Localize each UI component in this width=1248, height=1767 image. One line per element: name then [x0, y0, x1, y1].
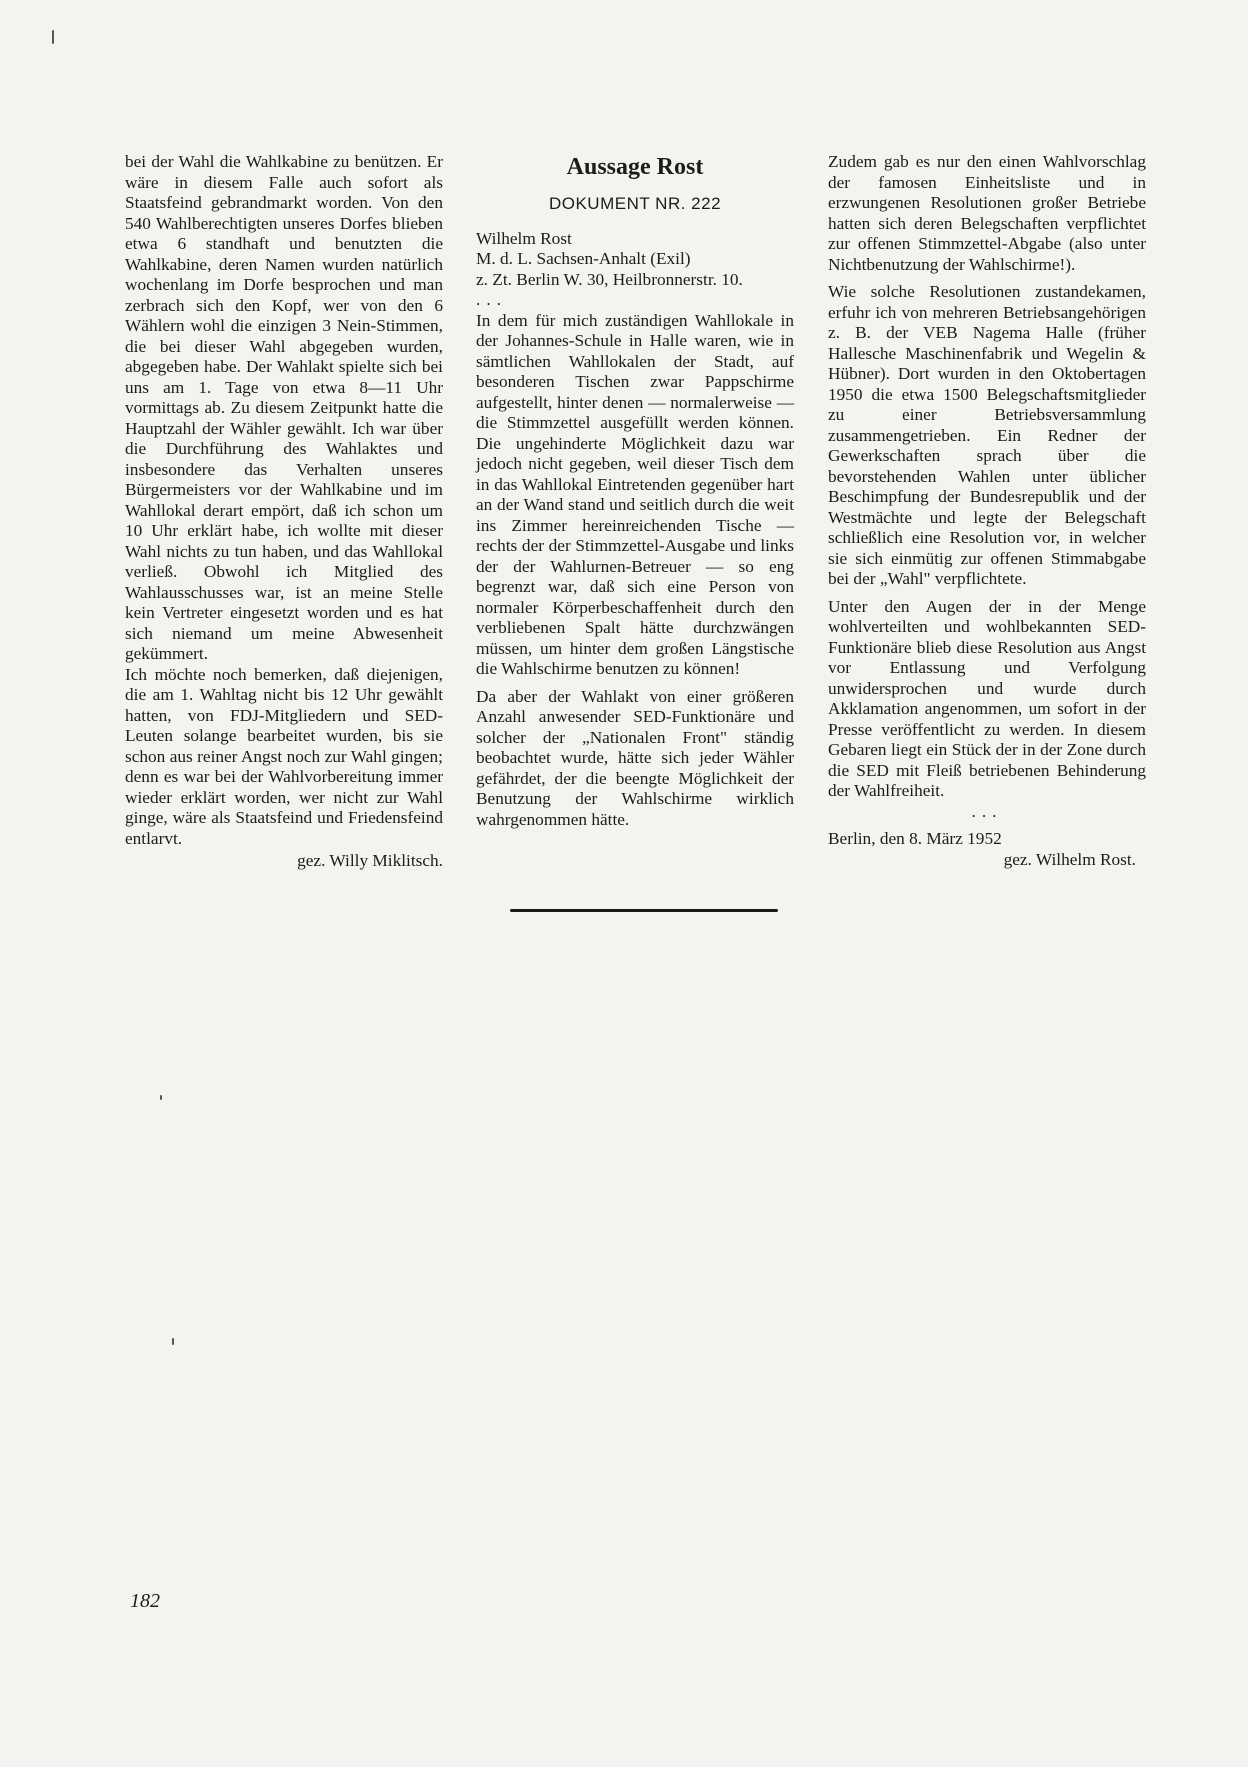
paragraph: Zudem gab es nur den einen Wahlvorschlag der famosen Einheitsliste und in erzwungenen Resolutionen großer Betriebe hatten sich deren Belegschaften verpflichtet zur offenen Stimmzettel-Abgabe (also unter Nichtbenutzung der Wahlschirme!).	[828, 152, 1146, 274]
paragraph: Da aber der Wahlakt von einer größeren Anzahl anwesender SED-Funktionäre und solcher der „Nationalen Front" ständig beobachtet wurde, hätte sich jeder Wähler gefährdet, der die beengte Möglichkeit der Benutzung der Wahlschirme wirklich wahrgenommen hätte.	[476, 686, 794, 829]
column-left	[125, 152, 443, 872]
document-title: Aussage Rost	[566, 154, 704, 180]
paragraph: Wie solche Resolutionen zustandekamen, erfuhr ich von mehreren Betriebsangehörigen z. B. der VEB Nagema Halle (früher Hallesche Maschinenfabrik und Wegelin & Hübner). Dort wurden in den Oktobertagen 1950 die etwa 1500 Belegschaftsmitglieder zu einer Betriebsversammlung zusammengetrieben. Ein Redner der Gewerkschaften sprach über die bevorstehenden Wahlen unter üblicher Beschimpfung der Bundesrepublik und der Westmächte und legte der Belegschaft schließlich eine Resolution vor, in welcher sie sich einmütig zur offenen Stimmabgabe bei der „Wahl" verpflichtete.	[828, 282, 1146, 588]
page-number: 182	[130, 1590, 160, 1612]
address-block	[476, 229, 794, 291]
address-line: Wilhelm Rost	[476, 228, 572, 248]
column-center	[476, 152, 794, 830]
document-number: DOKUMENT NR. 222	[548, 194, 722, 213]
address-line: M. d. L. Sachsen-Anhalt (Exil)	[476, 249, 691, 268]
signature: gez. Wilhelm Rost.	[1003, 849, 1136, 869]
signature: gez. Willy Miklitsch.	[297, 851, 443, 870]
scan-speck	[52, 30, 54, 44]
paragraph: In dem für mich zuständigen Wahllokale in der Johannes-Schule in Halle waren, wie in sämtlichen Wahllokalen der Stadt, auf besonderen Tischen zwar Pappschirme aufgestellt, hinter denen — normalerweise — die Stimmzettel ausgefüllt werden können. Die ungehinderte Möglichkeit dazu war jedoch nicht gegeben, weil dieser Tisch dem in das Wahllokal Eintretenden gegenüber hart an der Wand stand und seitlich durch die weit ins Zimmer hereinreichenden Tische — rechts der der Stimmzettel-Ausgabe und links der der Wahlurnen-Betreuer — so eng begrenzt war, daß sich eine Person von normaler Körperbeschaffenheit durch den verbliebenen Spalt hätte durchzwängen müssen, um hinter dem großen Längstische die Wahlschirme benutzen zu können!	[476, 310, 794, 678]
paragraph: Unter den Augen der in der Menge wohlverteilten und wohlbekannten SED-Funktionäre blieb diese Resolution aus Angst vor Entlassung und Verfolgung unwidersprochen und wurde durch Akklamation angenommen, um sofort in der Presse veröffentlicht zu werden. In diesem Gebaren liegt ein Stück der in der Zone durch die SED mit Fleiß betriebenen Behinderung der Wahlfreiheit.	[828, 596, 1146, 800]
ellipsis: ...	[971, 801, 1003, 821]
paragraph: Ich möchte noch bemerken, daß diejenigen, die am 1. Wahltag nicht bis 12 Uhr gewählt hatten, von FDJ-Mitgliedern und SED-Leuten solange bearbeitet wurden, bis sie schon aus reiner Angst noch zur Wahl gingen; denn es war bei der Wahlvorbereitung immer wieder erklärt worden, wer nicht zur Wahl ginge, wäre als Staatsfeind und Friedensfeind entlarvt.	[125, 664, 443, 848]
scan-speck	[172, 1338, 174, 1345]
ellipsis: ...	[476, 290, 507, 309]
address-line: z. Zt. Berlin W. 30, Heilbronnerstr. 10.	[476, 269, 743, 289]
horizontal-rule	[510, 909, 778, 912]
scan-speck	[160, 1095, 162, 1100]
paragraph: bei der Wahl die Wahlkabine zu benützen. Er wäre in diesem Falle auch sofort als Staatsfeind gebrandmarkt worden. Von den 540 Wahlberechtigten unseres Dorfes blieben etwa 6 standhaft und benutzten die Wahlkabine, deren Namen wurden natürlich wochenlang im Dorfe besprochen und man zerbrach sich den Kopf, wer von den 6 Wählern wohl die einzigen 3 Nein-Stimmen, die bei dieser Wahl abgegeben wurden, abgegeben habe. Der Wahlakt spielte sich bei uns am 1. Tage von etwa 8—11 Uhr vormittags ab. Zu diesem Zeitpunkt hatte die Hauptzahl der Wähler gewählt. Ich war über die Durchführung des Wahlaktes und insbesondere das Verhalten unseres Bürgermeisters vor der Wahlkabine und im Wahllokal derart empört, daß ich schon um 10 Uhr erklärt habe, ich wollte mit dieser Wahl nichts zu tun haben, und das Wahllokal verließ. Obwohl ich Mitglied des Wahlausschusses war, ist an meine Stelle kein Vertreter eingesetzt worden und es hat sich niemand um meine Abwesenheit gekümmert.	[125, 152, 443, 663]
column-right	[828, 152, 1146, 870]
date-line: Berlin, den 8. März 1952	[828, 829, 1002, 848]
